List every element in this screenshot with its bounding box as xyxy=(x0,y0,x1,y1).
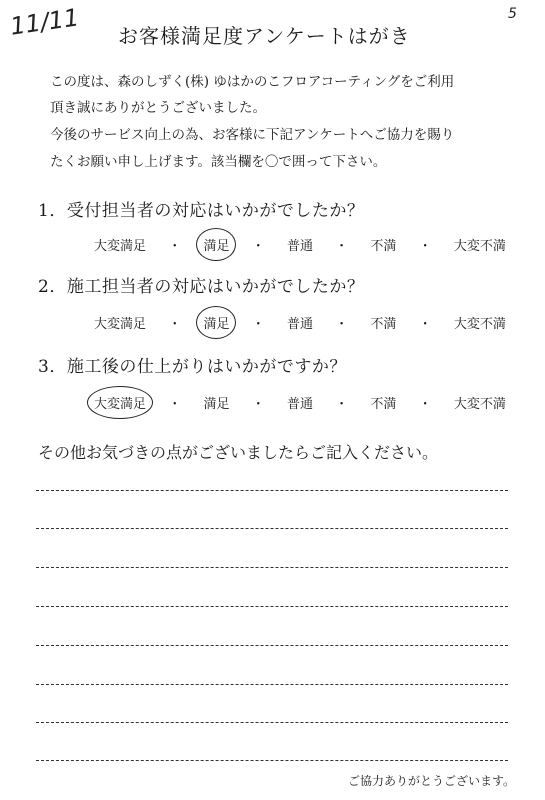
comment-line[interactable] xyxy=(36,645,508,646)
intro-line-4: たくお願い申し上げます。該当欄を〇で囲って下さい。 xyxy=(50,154,387,170)
comment-line[interactable] xyxy=(36,490,508,491)
separator: ・ xyxy=(251,239,265,254)
option-satisfied-circled[interactable]: 満足 xyxy=(199,311,233,334)
separator: ・ xyxy=(335,317,349,332)
option-neutral[interactable]: 普通 xyxy=(286,239,313,254)
question-1-options xyxy=(90,233,510,256)
separator: ・ xyxy=(168,317,182,332)
option-very-dissatisfied[interactable]: 大変不満 xyxy=(453,397,506,412)
option-very-dissatisfied[interactable]: 大変不満 xyxy=(453,317,506,332)
separator: ・ xyxy=(168,397,182,412)
intro-line-3: 今後のサービス向上の為、お客様に下記アンケートへご協力を賜り xyxy=(50,127,455,143)
question-2-options xyxy=(90,311,510,334)
comment-line[interactable] xyxy=(36,722,508,723)
option-very-satisfied-circled[interactable]: 大変満足 xyxy=(90,391,150,414)
option-satisfied[interactable]: 満足 xyxy=(203,397,230,412)
separator: ・ xyxy=(418,317,432,332)
separator: ・ xyxy=(418,239,432,254)
separator: ・ xyxy=(418,397,432,412)
option-dissatisfied[interactable]: 不満 xyxy=(370,317,397,332)
separator: ・ xyxy=(251,397,265,412)
separator: ・ xyxy=(335,397,349,412)
option-very-satisfied[interactable]: 大変満足 xyxy=(94,317,147,332)
comment-line[interactable] xyxy=(36,528,508,529)
comment-line[interactable] xyxy=(36,567,508,568)
comment-line[interactable] xyxy=(36,606,508,607)
comment-line[interactable] xyxy=(36,760,508,761)
other-comments-prompt: その他お気づきの点がございましたらご記入ください。 xyxy=(38,443,439,462)
option-very-satisfied[interactable]: 大変満足 xyxy=(94,239,147,254)
question-3-options xyxy=(90,391,510,414)
option-very-dissatisfied[interactable]: 大変不満 xyxy=(453,239,506,254)
thank-you-footer: ご協力ありがとうございます。 xyxy=(347,774,515,788)
option-satisfied-circled[interactable]: 満足 xyxy=(199,233,233,256)
intro-line-1: この度は、森のしずく(株) ゆはかのこフロアコーティングをご利用 xyxy=(50,74,455,90)
option-neutral[interactable]: 普通 xyxy=(286,397,313,412)
intro-line-2: 頂き誠にありがとうございました。 xyxy=(50,100,266,116)
handwritten-date: 11/11 xyxy=(8,3,81,41)
option-neutral[interactable]: 普通 xyxy=(286,317,313,332)
question-2: 2．施工担当者の対応はいかがでしたか？ xyxy=(38,277,365,297)
card-title: お客様満足度アンケートはがき xyxy=(118,24,411,48)
separator: ・ xyxy=(251,317,265,332)
handwritten-corner-number: 5 xyxy=(508,6,517,22)
separator: ・ xyxy=(335,239,349,254)
question-1: 1．受付担当者の対応はいかがでしたか？ xyxy=(38,201,365,221)
option-dissatisfied[interactable]: 不満 xyxy=(370,239,397,254)
comment-line[interactable] xyxy=(36,684,508,685)
question-3: 3．施工後の仕上がりはいかがですか？ xyxy=(38,357,347,377)
separator: ・ xyxy=(168,239,182,254)
option-dissatisfied[interactable]: 不満 xyxy=(370,397,397,412)
